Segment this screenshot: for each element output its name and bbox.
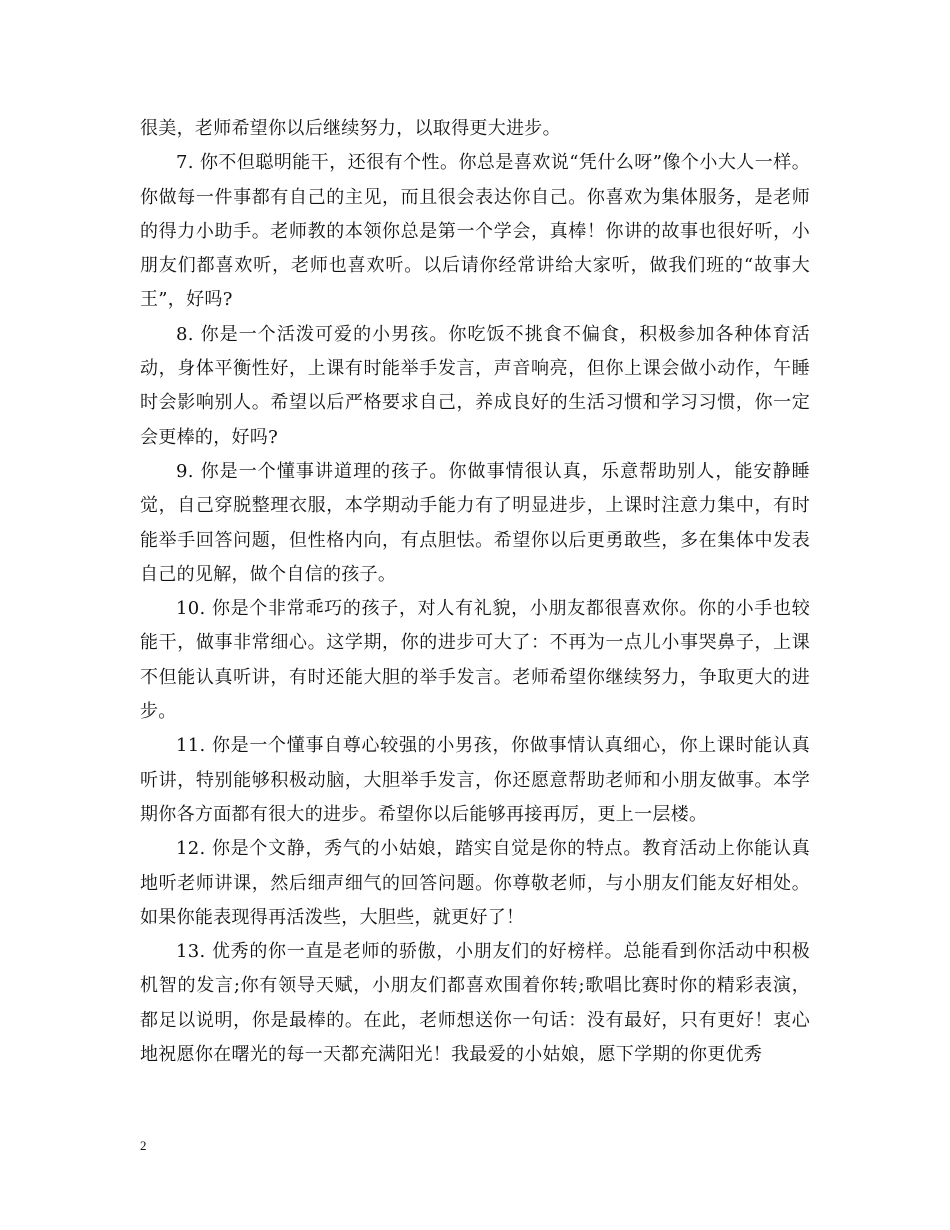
page-number: 2	[140, 1138, 147, 1153]
paragraph-comment-12: 12. 你是个文静，秀气的小姑娘，踏实自觉是你的特点。教育活动上你能认真地听老师讲课，然后细声细气的回答问题。你尊敬老师，与小朋友们能友好相处。如果你能表现得再活泼些，大胆些，就更好了！	[140, 838, 810, 928]
paragraph-comment-10: 10. 你是个非常乖巧的孩子，对人有礼貌，小朋友都很喜欢你。你的小手也较能干，做事非常细心。这学期，你的进步可大了：不再为一点儿小事哭鼻子，上课不但能认真听讲，有时还能大胆的举手发言。老师希望你继续努力，争取更大的进步。	[140, 598, 810, 723]
paragraph-comment-11: 11. 你是一个懂事自尊心较强的小男孩，你做事情认真细心，你上课时能认真听讲，特别能够积极动脑，大胆举手发言，你还愿意帮助老师和小朋友做事。本学期你各方面都有很大的进步。希望你以后能够再接再厉，更上一层楼。	[140, 735, 810, 825]
paragraph-comment-8: 8. 你是一个活泼可爱的小男孩。你吃饭不挑食不偏食，积极参加各种体育活动，身体平衡性好，上课有时能举手发言，声音响亮，但你上课会做小动作，午睡时会影响别人。希望以后严格要求自己，养成良好的生活习惯和学习习惯，你一定会更棒的，好吗?	[140, 323, 810, 448]
paragraph-continuation: 很美，老师希望你以后继续努力，以取得更大进步。	[140, 118, 561, 139]
paragraph-comment-7: 7. 你不但聪明能干，还很有个性。你总是喜欢说“凭什么呀”像个小大人一样。你做每一件事都有自己的主见，而且很会表达你自己。你喜欢为集体服务，是老师的得力小助手。老师教的本领你总是第一个学会，真棒！你讲的故事也很好听，小朋友们都喜欢听，老师也喜欢听。以后请你经常讲给大家听，做我们班的“故事大王”，好吗?	[140, 152, 810, 311]
page-body	[140, 112, 810, 1072]
paragraph-comment-13: 13. 优秀的你一直是老师的骄傲，小朋友们的好榜样。总能看到你活动中积极机智的发言;你有领导天赋，小朋友们都喜欢围着你转;歌唱比赛时你的精彩表演，都足以说明，你是最棒的。在此，老师想送你一句话：没有最好，只有更好！衷心地祝愿你在曙光的每一天都充满阳光！我最爱的小姑娘，愿下学期的你更优秀	[140, 941, 810, 1066]
paragraph-comment-9: 9. 你是一个懂事讲道理的孩子。你做事情很认真，乐意帮助别人，能安静睡觉，自己穿脱整理衣服，本学期动手能力有了明显进步，上课时注意力集中，有时能举手回答问题，但性格内向，有点胆怯。希望你以后更勇敢些，多在集体中发表自己的见解，做个自信的孩子。	[140, 460, 810, 585]
